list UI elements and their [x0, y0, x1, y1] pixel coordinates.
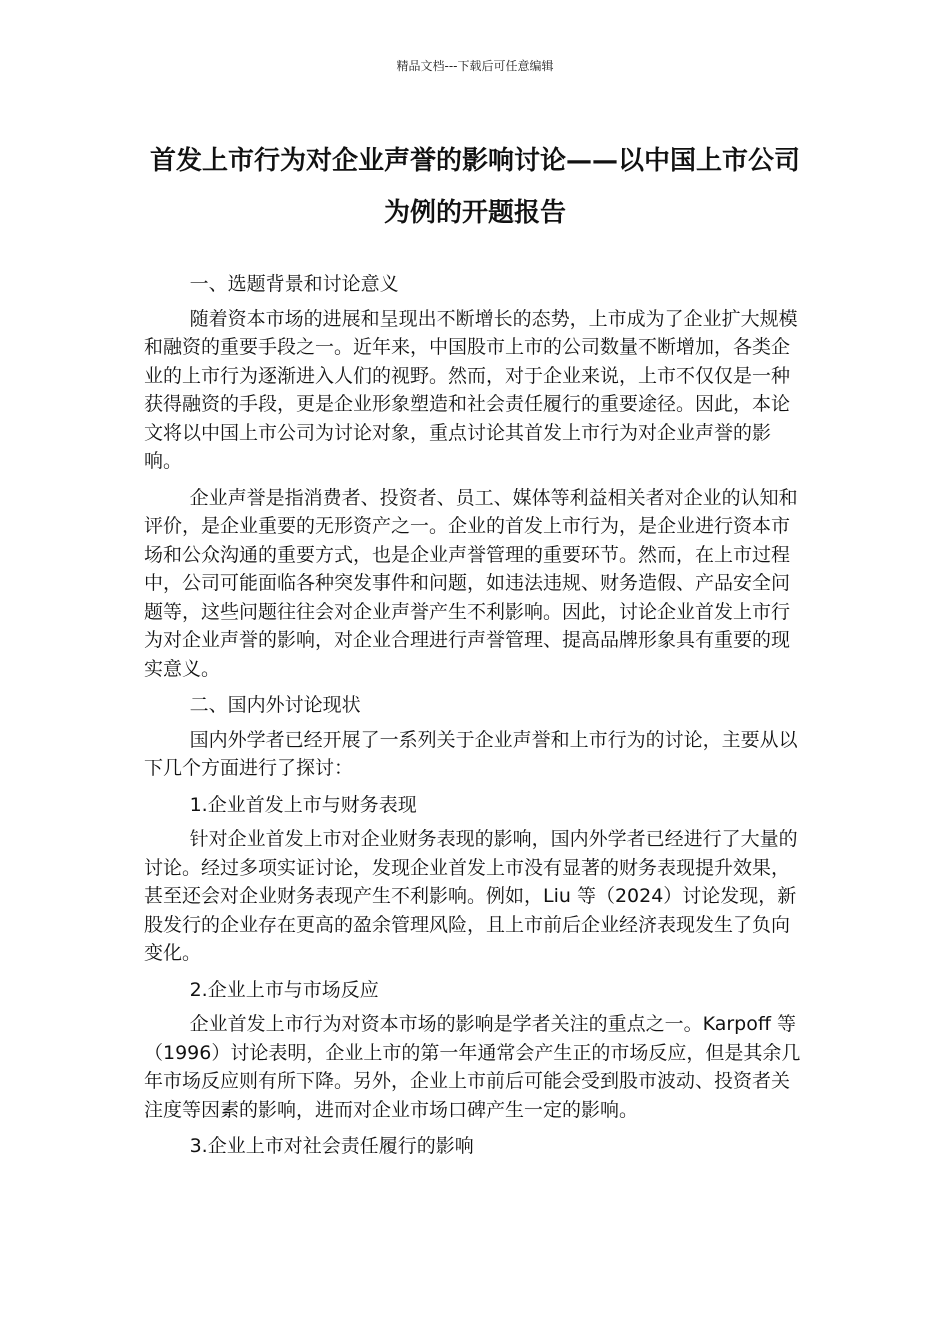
document-body: [144, 270, 804, 1167]
subsection-heading-2: 2.企业上市与市场反应: [189, 978, 379, 1001]
subsection-heading-1: 1.企业首发上市与财务表现: [189, 793, 417, 816]
paragraph-financial-performance: 针对企业首发上市对企业财务表现的影响，国内外学者已经进行了大量的讨论。经过多项实证讨论，发现企业首发上市没有显著的财务表现提升效果，甚至还会对企业财务表现产生不利影响。例如，Liu 等（2024）讨论发现，新股发行的企业存在更高的盈余管理风险，且上市前后企业经济表现发生了负向变化。: [144, 828, 798, 964]
paragraph-reputation: 企业声誉是指消费者、投资者、员工、媒体等利益相关者对企业的认知和评价，是企业重要的无形资产之一。企业的首发上市行为，是企业进行资本市场和公众沟通的重要方式，也是企业声誉管理的重要环节。然而，在上市过程中，公司可能面临各种突发事件和问题，如违法违规、财务造假、产品安全问题等，这些问题往往会对企业声誉产生不利影响。因此，讨论企业首发上市行为对企业声誉的影响，对企业合理进行声誉管理、提高品牌形象具有重要的现实意义。: [144, 486, 798, 680]
subsection-heading-3: 3.企业上市对社会责任履行的影响: [189, 1135, 474, 1157]
section-heading-2: 二、国内外讨论现状: [189, 694, 361, 716]
paragraph-market-reaction: 企业首发上市行为对资本市场的影响是学者关注的重点之一。Karpoff 等（1996）讨论表明，企业上市的第一年通常会产生正的市场反应，但是其余几年市场反应则有所下降。另外，企业上市前后可能会受到股市波动、投资者关注度等因素的影响，进而对企业市场口碑产生一定的影响。: [144, 1013, 801, 1121]
paragraph-background: 随着资本市场的进展和呈现出不断增长的态势，上市成为了企业扩大规模和融资的重要手段之一。近年来，中国股市上市的公司数量不断增加，各类企业的上市行为逐渐进入人们的视野。然而，对于企业来说，上市不仅仅是一种获得融资的手段，更是企业形象塑造和社会责任履行的重要途径。因此，本论文将以中国上市公司为讨论对象，重点讨论其首发上市行为对企业声誉的影响。: [144, 307, 798, 472]
paragraph-research-intro: 国内外学者已经开展了一系列关于企业声誉和上市行为的讨论，主要从以下几个方面进行了探讨：: [144, 728, 798, 779]
section-heading-1: 一、选题背景和讨论意义: [189, 273, 399, 295]
header-note: 精品文档---下载后可任意编辑: [396, 59, 554, 73]
document-title: 首发上市行为对企业声誉的影响讨论——以中国上市公司为例的开题报告: [149, 146, 800, 228]
